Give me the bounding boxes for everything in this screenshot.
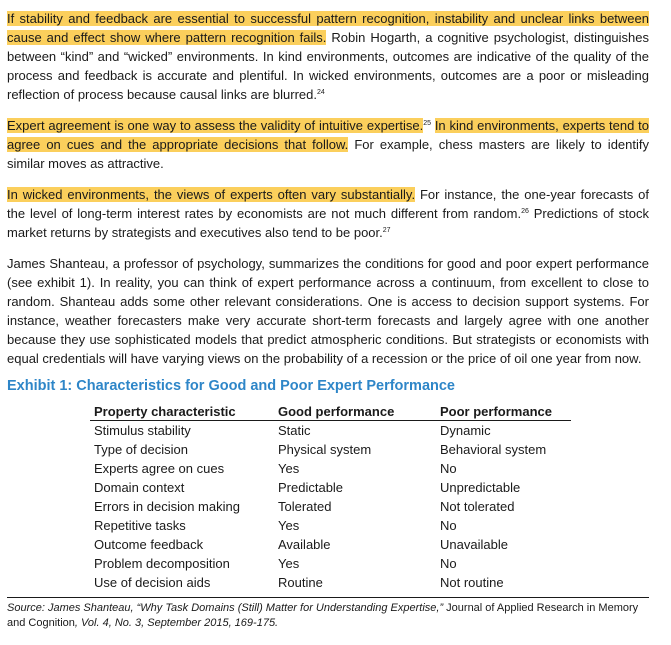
- table-row: [90, 421, 571, 441]
- good-cell: Yes: [278, 461, 300, 476]
- exhibit-table: [90, 402, 571, 592]
- paragraph-text: Predictions of stock market returns by strategists and executives also tend to be poor.: [7, 206, 650, 240]
- highlighted-text: In kind environments, experts tend to agree on cues and the appropriate decisions that follow.: [7, 118, 649, 152]
- footnote-ref[interactable]: 27: [382, 227, 391, 234]
- footnote-ref[interactable]: 24: [317, 89, 325, 96]
- table-row: [90, 497, 571, 516]
- highlighted-text: If stability and feedback are essential to successful pattern recognition, instability and unclear links between cause and effect show where pattern recognition fails.: [7, 11, 649, 45]
- source-volume: , Vol. 4, No. 3, September 2015, 169-175.: [74, 617, 279, 629]
- poor-cell: Not tolerated: [440, 499, 515, 514]
- poor-cell: Unpredictable: [440, 480, 521, 495]
- highlighted-text: Expert agreement is one way to assess the validity of intuitive expertise.: [7, 118, 424, 133]
- source-citation: Source: James Shanteau, “Why Task Domains (Still) Matter for Understanding Expertise,”: [7, 602, 444, 614]
- poor-cell: No: [440, 556, 457, 571]
- good-cell: Yes: [278, 556, 300, 571]
- exhibit-source: [7, 597, 649, 631]
- property-cell: Outcome feedback: [94, 537, 204, 552]
- highlighted-text: In wicked environments, the views of experts often vary substantially.: [7, 187, 416, 202]
- poor-cell: Behavioral system: [440, 442, 547, 457]
- paragraph-2: [7, 116, 649, 173]
- good-cell: Yes: [278, 518, 300, 533]
- footnote-ref[interactable]: 25: [423, 120, 431, 127]
- source-journal: Journal of Applied Research in Memory and Cognition: [7, 602, 639, 629]
- property-cell: Problem decomposition: [94, 556, 230, 571]
- poor-cell: Dynamic: [440, 423, 491, 438]
- table-header-row: [90, 402, 571, 421]
- property-cell: Type of decision: [94, 442, 188, 457]
- poor-cell: No: [440, 461, 457, 476]
- good-cell: Tolerated: [278, 499, 332, 514]
- paragraph-text: For example, chess masters are likely to identify similar moves as attractive.: [7, 137, 649, 171]
- column-header-property: Property characteristic: [90, 402, 278, 421]
- document-page: [7, 9, 649, 631]
- property-cell: Stimulus stability: [94, 423, 191, 438]
- paragraph-4: [7, 254, 649, 368]
- table-row: [90, 554, 571, 573]
- paragraph-text: Robin Hogarth, a cognitive psychologist, distinguishes between “kind” and “wicked” environments. In kind environments, outcomes are indicative of the quality of the process and feedback is accurate and plentiful. In wicked environments, outcomes are a poor or misleading reflection of process because causal links are blurred.: [7, 30, 649, 102]
- exhibit-title: Exhibit 1: Characteristics for Good and Poor Expert Performance: [7, 378, 455, 394]
- footnote-ref[interactable]: 26: [521, 208, 529, 215]
- property-cell: Experts agree on cues: [94, 461, 225, 476]
- paragraph-text: James Shanteau, a professor of psychology, summarizes the conditions for good and poor expert performance (see exhibit 1). In reality, you can think of expert performance across a continuum, from excellent to close to random. Shanteau adds some other relevant considerations. One is access to decision support systems. For instance, weather forecasters make very accurate short-term forecasts and largely agree with one another because they use sophisticated models that predict atmospheric conditions. But strategists or economists with equal credentials will have varying views on the probability of a recession or the price of oil one year from now.: [7, 256, 649, 366]
- paragraph-1: [7, 9, 649, 104]
- poor-cell: Not routine: [440, 575, 504, 590]
- table-row: [90, 440, 571, 459]
- column-header-poor: Poor performance: [440, 402, 571, 421]
- good-cell: Static: [278, 423, 311, 438]
- table-row: [90, 573, 571, 592]
- poor-cell: No: [440, 518, 457, 533]
- good-cell: Routine: [278, 575, 323, 590]
- property-cell: Use of decision aids: [94, 575, 211, 590]
- poor-cell: Unavailable: [440, 537, 508, 552]
- column-header-good: Good performance: [278, 402, 440, 421]
- table-row: [90, 478, 571, 497]
- property-cell: Domain context: [94, 480, 185, 495]
- good-cell: Predictable: [278, 480, 344, 495]
- property-cell: Repetitive tasks: [94, 518, 186, 533]
- table-row: [90, 516, 571, 535]
- table-row: [90, 459, 571, 478]
- paragraph-text: For instance, the one-year forecasts of the level of long-term interest rates by economists are not much different from random.: [7, 187, 649, 221]
- paragraph-3: [7, 185, 649, 242]
- good-cell: Available: [278, 537, 331, 552]
- property-cell: Errors in decision making: [94, 499, 240, 514]
- table-row: [90, 535, 571, 554]
- good-cell: Physical system: [278, 442, 372, 457]
